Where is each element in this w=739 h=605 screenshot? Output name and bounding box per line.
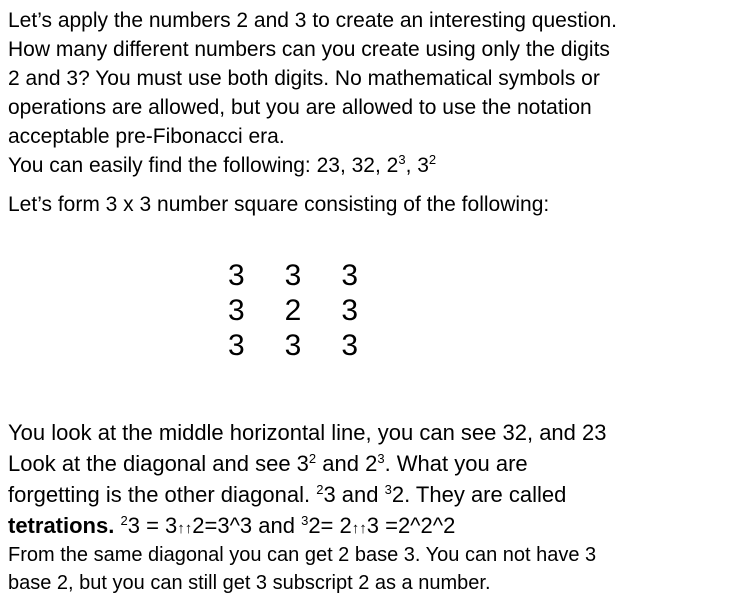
superscript: 3 [301, 513, 309, 528]
explanation-line: You look at the middle horizontal line, you can see 32, and 23 [8, 420, 607, 445]
up-arrows: ↑↑ [351, 520, 367, 537]
superscript: 3 [377, 451, 385, 466]
intro-line: How many different numbers can you create using only the digits [8, 38, 610, 61]
superscript: 2 [308, 451, 317, 466]
intro-examples-line [8, 151, 733, 180]
explanation-text: 2=3^3 and [192, 513, 302, 538]
grid-cell: 3 [284, 328, 302, 362]
superscript: 2 [316, 482, 324, 497]
explanation-text: and 2 [316, 451, 378, 476]
grid-cell: 2 [284, 293, 302, 327]
explanation-text: 3 and [323, 482, 385, 507]
grid-row [228, 293, 398, 328]
grid-cell: 3 [341, 328, 359, 362]
explanation-line: base 2, but you can still get 3 subscript 2 as a number. [8, 572, 491, 594]
explanation-text: 3 = 3 [127, 513, 178, 538]
grid-cell: 3 [341, 258, 359, 292]
explanation-line: From the same diagonal you can get 2 base 3. You can not have 3 [8, 544, 597, 566]
examples-text: , 3 [405, 154, 429, 177]
grid-row [228, 258, 398, 293]
intro-line: Let’s apply the numbers 2 and 3 to create an interesting question. [8, 9, 618, 32]
grid-cell: 3 [228, 258, 245, 292]
examples-text: You can easily find the following: 23, 32, 2 [8, 154, 399, 177]
superscript: 2 [120, 513, 128, 528]
superscript: 3 [384, 482, 392, 497]
explanation-text: 3 =2^2^2 [366, 513, 456, 538]
grid-row [228, 328, 398, 363]
explanation-line [8, 479, 733, 510]
number-square [228, 258, 398, 363]
explanation-text: 2. They are called [391, 482, 567, 507]
explanation-paragraph [8, 417, 733, 597]
document-page [8, 6, 733, 219]
superscript: 2 [428, 152, 437, 167]
grid-cell: 3 [228, 328, 245, 362]
grid-cell: 3 [284, 258, 302, 292]
intro-line: acceptable pre-Fibonacci era. [8, 125, 285, 148]
grid-cell: 3 [341, 293, 359, 327]
explanation-text: . What you are [384, 451, 528, 476]
explanation-line [8, 448, 733, 479]
intro-line: 2 and 3? You must use both digits. No mathematical symbols or [8, 67, 600, 90]
explanation-text: Look at the diagonal and see 3 [8, 451, 309, 476]
explanation-text: 2= 2 [308, 513, 352, 538]
explanation-line [8, 510, 733, 541]
intro-paragraph [8, 6, 733, 180]
intro-line: operations are allowed, but you are allowed to use the notation [8, 96, 592, 119]
superscript: 3 [398, 152, 406, 167]
grid-cell: 3 [228, 293, 245, 327]
tetrations-term: tetrations. [8, 513, 115, 538]
square-intro-text: Let’s form 3 x 3 number square consisting of the following: [8, 193, 550, 216]
up-arrows: ↑↑ [177, 520, 193, 537]
square-intro [8, 190, 733, 219]
explanation-text: forgetting is the other diagonal. [8, 482, 317, 507]
